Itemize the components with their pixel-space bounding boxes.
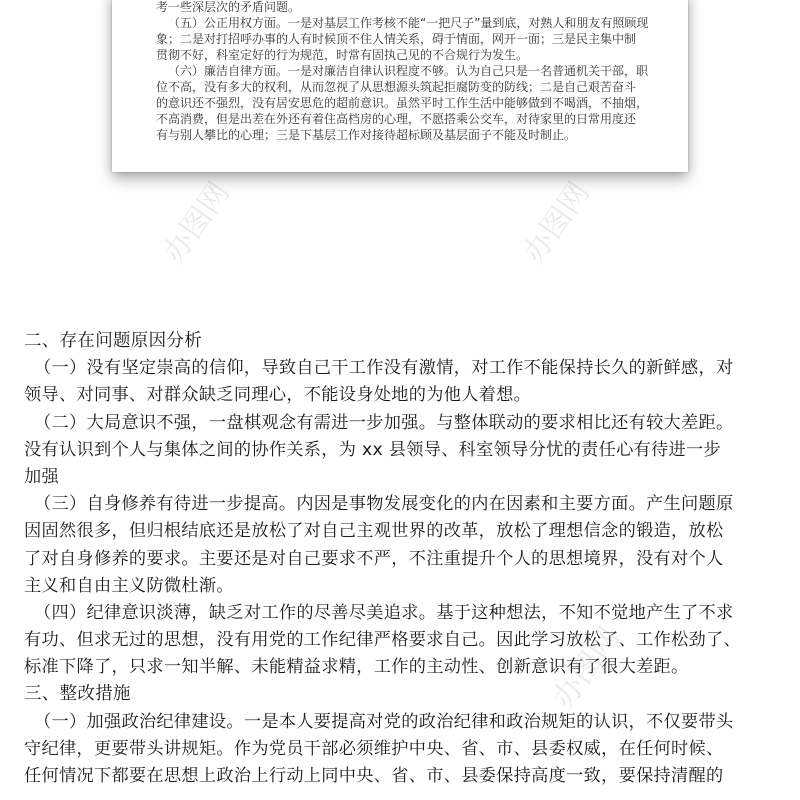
- paragraph-line: （四）纪律意识淡薄，缺乏对工作的尽善尽美追求。基于这种想法，不知不觉地产生了不求: [34, 602, 734, 623]
- document-body: [24, 328, 784, 790]
- preview-line: 位不高，没有多大的权利，从而忽视了从思想源头筑起拒腐防变的防线；二是自己艰苦奋斗: [156, 80, 637, 94]
- paragraph-line: 因固然很多，但归根结底还是放松了对自己主观世界的改革，放松了理想信念的锻造，放松: [24, 521, 724, 542]
- section-heading: 二、存在问题原因分析: [24, 331, 202, 351]
- paragraph-line: （一）没有坚定崇高的信仰，导致自己干工作没有激情，对工作不能保持长久的新鲜感，对: [34, 358, 734, 379]
- preview-line: 贯彻不好，科室定好的行为规范，时常有固执己见的不合规行为发生。: [156, 48, 529, 62]
- watermark: 办图网: [546, 620, 627, 715]
- paragraph-line: 有功、但求无过的思想，没有用党的工作纪律严格要求自己。因此学习放松了、工作松劲了、: [24, 630, 741, 651]
- paragraph-line: （三）自身修养有待进一步提高。内因是事物发展变化的内在因素和主要方面。产生问题原: [34, 494, 734, 515]
- section-heading: 三、整改措施: [24, 684, 131, 705]
- preview-line: 的意识还不强烈，没有居安思危的超前意识。虽然平时工作生活中能够做到不喝酒，不抽烟，: [156, 96, 649, 110]
- preview-line: 有与别人攀比的心理；三是下基层工作对接待超标顾及基层面子不能及时制止。: [156, 128, 577, 142]
- paragraph-line: （二）大局意识不强，一盘棋观念有需进一步加强。与整体联动的要求相比还有较大差距。: [34, 412, 734, 433]
- document-preview-card: [112, 0, 688, 172]
- preview-line: 不高消费，但是出差在外还有着住高档房的心理，不愿搭乘公交车，对待家里的日常用度还: [156, 112, 637, 126]
- paragraph-line: 主义和自由主义防微杜渐。: [24, 575, 234, 596]
- paragraph-line: 领导、对同事、对群众缺乏同理心，不能设身处地的为他人着想。: [24, 385, 532, 406]
- watermark: 办图网: [516, 175, 597, 270]
- preview-line: 象；二是对打招呼办事的人有时候顶不住人情关系，碍于情面，网开一面；三是民主集中制: [156, 32, 637, 46]
- paragraph-line: 任何情况下都要在思想上政治上行动上同中央、省、市、县委保持高度一致，要保持清醒的: [24, 766, 724, 786]
- paragraph-line: 标准下降了，只求一知半解、未能精益求精，工作的主动性、创新意识有了很大差距。: [24, 657, 689, 678]
- paragraph-line: 守纪律，更要带头讲规矩。作为党员干部必须维护中央、省、市、县委权威，在任何时候、: [24, 738, 724, 759]
- preview-line: 考一些深层次的矛盾问题。: [156, 0, 301, 14]
- paragraph-line: 加强: [24, 466, 59, 487]
- paragraph-line: 没有认识到个人与集体之间的协作关系，为 xx 县领导、科室领导分忧的责任心有待进一步: [24, 439, 721, 460]
- preview-line: （六）廉洁自律方面。一是对廉洁自律认识程度不够。认为自己只是一名普通机关干部，职: [168, 64, 649, 78]
- paragraph-line: 了对自身修养的要求。主要还是对自己要求不严，不注重提升个人的思想境界，没有对个人: [24, 548, 724, 569]
- preview-line: （五）公正用权方面。一是对基层工作考核不能“一把尺子”量到底，对熟人和朋友有照顾现: [168, 16, 649, 30]
- preview-text-block: [156, 0, 661, 143]
- watermark: 办图网: [156, 175, 237, 270]
- paragraph-line: （一）加强政治纪律建设。一是本人要提高对党的政治纪律和政治规矩的认识，不仅要带头: [34, 711, 734, 732]
